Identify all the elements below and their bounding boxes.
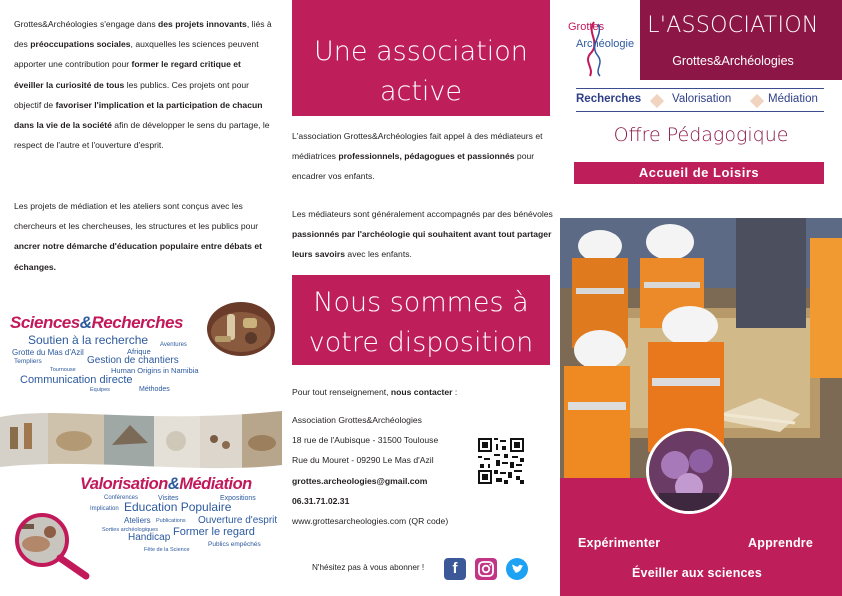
middle-panel [282,0,560,596]
cloud-word: Gestion de chantiers [87,355,179,366]
cloud-word: Expositions [220,495,256,502]
banner-line: votre disposition [308,327,534,358]
bold-run: des projets innovants [158,19,247,29]
text-run: Les médiateurs sont généralement accompagnés par des bénévoles [292,209,553,219]
cloud-word: Fête de la Science [144,547,190,553]
cloud-word: Equipes [90,387,110,393]
contact-intro-bold: nous contacter [390,387,453,397]
artefacts-photo-strip [0,405,282,471]
left-panel [0,0,282,596]
bold-run: favoriser l'implication et la participation de chacun dans la vie de la société [14,99,263,131]
tag-mediation: Médiation [768,93,818,105]
bold-run: préoccupations sociales [30,39,131,50]
banner-line: Nous sommes à [313,287,529,318]
right-panel [560,0,842,596]
cloud-word: Conférences [104,495,139,501]
banner-line: active [379,76,463,107]
projects-paragraph [14,196,272,277]
text-run: afin de développer le sens du partage, le respect de l'autre et l'ouverture d'esprit. [14,120,270,151]
cloud-word: Publics empêchés [208,541,261,548]
cloud-word: Communication directe [20,374,133,386]
twitter-icon[interactable] [506,558,528,580]
tag-valorisation: Valorisation [672,93,732,105]
magnifier-photo [12,510,112,582]
cloud-word: Ouverture d'esprit [198,515,278,526]
sciences-cloud-title [10,313,183,333]
phone-number[interactable]: 06.31.71.02.31 [292,495,350,506]
cloud-title-part: Valorisation [80,475,168,493]
artefacts-photo [207,302,275,356]
cloud-word: Aventures [160,342,187,348]
cloud-word: Templiers [14,358,42,365]
cloud-word: Implication [90,506,119,512]
cloud-title-part: Recherches [91,313,183,332]
text-run: , auxquelles les sciences peuvent apporter une contribution pour [14,39,259,70]
text-run: pour encadrer vos enfants. [292,151,535,182]
association-active-banner [292,0,550,116]
logo-text-line1: Grottes [568,21,605,33]
bold-run: passionnés par l'archéologie qui souhaitent avant tout partager leurs savoirs [292,229,552,260]
instagram-icon[interactable] [475,558,497,580]
website-link[interactable]: www.grottesarcheologies.com (QR code) [292,516,449,527]
cloud-word: Former le regard [173,526,255,538]
text-run: Grottes&Archéologies s'engage dans [14,19,159,29]
contact-intro-text: Pour tout renseignement, [292,387,391,397]
offer-heading: Offre Pédagogique [613,124,789,146]
text-run: , liés à des [14,19,272,50]
text-run: avec les enfants. [345,249,412,260]
leisure-centre-label: Accueil de Loisirs [574,162,824,184]
qr-code[interactable] [478,438,524,484]
magnifier-lens-photo [646,428,732,514]
valorisation-cloud-title [80,475,252,494]
follow-us-text: N'hésitez pas à vous abonner ! [312,563,425,572]
cloud-word: Tournouse [50,367,76,373]
cloud-word: Ateliers [124,516,151,525]
bold-run: professionnels, pédagogues et passionnés [338,151,515,162]
cloud-word: Grotte du Mas d'Azil [12,348,84,357]
address-line: Association Grottes&Archéologies [292,415,422,425]
cloud-word: Soutien à la recherche [28,333,149,347]
cloud-word: Sorties archéologiques [102,527,158,533]
diamond-separator-icon [750,94,764,108]
bold-run: former le regard critique et éveiller la curiosité de tous [14,59,241,90]
bold-run: ancrer notre démarche d'éducation populaire entre débats et échanges. [14,241,262,272]
contact-banner [292,275,550,365]
contact-intro-end: : [452,387,458,397]
diamond-separator-icon [650,94,664,108]
email-link[interactable]: grottes.archeologies@gmail.com [292,475,428,486]
cloud-word: Visites [158,495,179,502]
cloud-title-part: Médiation [179,475,252,493]
value-experimenter: Expérimenter [578,536,661,550]
mediators-paragraph [292,126,554,187]
text-run: Les projets de médiation et les ateliers sont conçus avec les chercheurs et les chercheuses, les structures et les publics pour [14,201,259,232]
cloud-word: Afrique [127,347,151,356]
cloud-title-part: Sciences [10,313,80,332]
cloud-word: Publications [156,518,186,524]
volunteers-paragraph [292,204,554,265]
cloud-title-amp: & [79,313,92,332]
value-apprendre: Apprendre [748,536,814,550]
activity-tags [576,88,824,112]
cloud-title-amp: & [167,475,180,493]
cloud-word: Human Origins in Namibia [111,366,199,375]
association-logo [564,14,642,80]
association-header [640,0,842,80]
contact-intro [292,382,554,402]
value-eveiller: Éveiller aux sciences [632,566,762,580]
address-line: Rue du Mouret - 09290 Le Mas d'Azil [292,455,434,466]
logo-text-line2: Archéologie [576,38,635,50]
intro-paragraph [14,14,272,155]
cloud-word: Méthodes [139,386,170,393]
cloud-word: Education Populaire [124,500,232,514]
facebook-icon[interactable]: f [444,558,466,580]
banner-line: Une association [314,36,528,67]
text-run: L'association Grottes&Archéologies fait appel à des médiateurs et médiatrices [292,131,543,162]
address-line: 18 rue de l'Aubisque - 31500 Toulouse [292,435,439,446]
tag-recherches: Recherches [576,93,642,105]
association-title: L'ASSOCIATION [647,13,819,38]
association-subtitle: Grottes&Archéologies [672,54,794,68]
cloud-word: Handicap [128,532,171,543]
text-run: les publics. Ces projets ont pour objectif de [14,79,250,110]
